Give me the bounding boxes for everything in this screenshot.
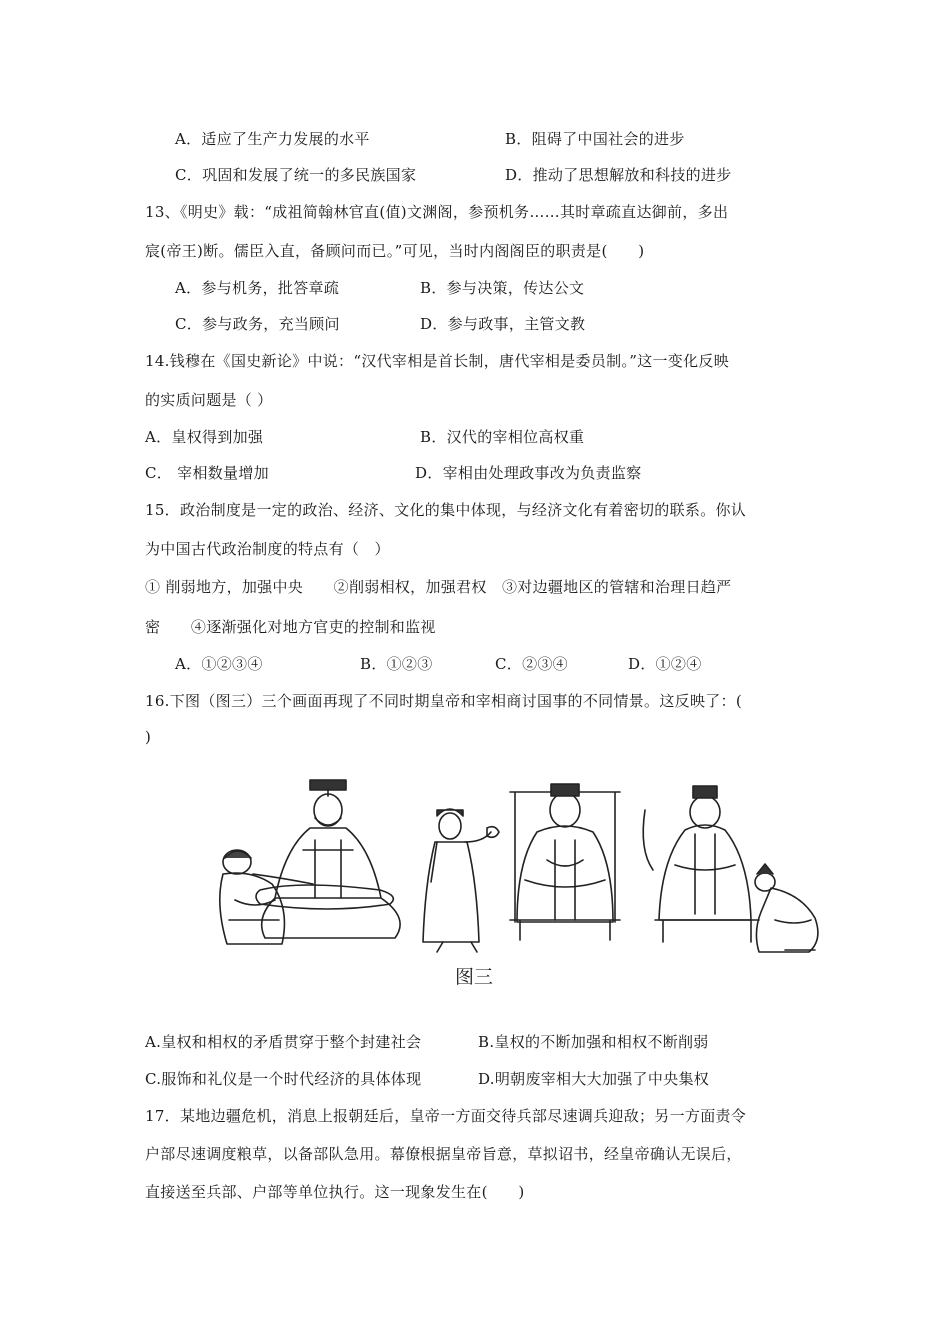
scene-tang-emperor — [423, 784, 620, 952]
q12-option-c: C．巩固和发展了统一的多民族国家 — [175, 166, 417, 184]
q14-stem-line2: 的实质问题是（ ） — [145, 391, 273, 409]
q15-stem-line3: ① 削弱地方，加强中央 ②削弱相权，加强君权 ③对边疆地区的管辖和治理日趋严 — [145, 578, 732, 596]
q13-option-b: B．参与决策，传达公文 — [420, 279, 585, 297]
q15-stem-line2: 为中国古代政治制度的特点有（ ） — [145, 540, 390, 558]
q15-option-b: B．①②③ — [360, 655, 433, 673]
figure-emperor-minister-scenes — [215, 770, 835, 965]
scene-qin-emperor — [220, 780, 400, 944]
q14-option-d: D．宰相由处理政事改为负责监察 — [415, 464, 642, 482]
q12-option-d: D．推动了思想解放和科技的进步 — [505, 166, 732, 184]
q14-option-a: A．皇权得到加强 — [145, 428, 264, 446]
q14-stem-line1: 14.钱穆在《国史新论》中说：“汉代宰相是首长制，唐代宰相是委员制。”这一变化反映 — [145, 352, 729, 370]
q17-stem-line2: 户部尽速调度粮草，以备部队急用。幕僚根据皇帝旨意，草拟诏书，经皇帝确认无误后， — [145, 1145, 742, 1163]
q16-option-d: D.明朝废宰相大大加强了中央集权 — [478, 1070, 710, 1088]
scene-ming-emperor — [643, 786, 818, 952]
q13-option-a: A．参与机务，批答章疏 — [175, 279, 340, 297]
q15-option-d: D．①②④ — [628, 655, 702, 673]
q15-option-a: A．①②③④ — [175, 655, 263, 673]
q17-stem-line1: 17．某地边疆危机，消息上报朝廷后，皇帝一方面交待兵部尽速调兵迎敌；另一方面责令 — [145, 1107, 747, 1125]
q13-stem-line1: 13、《明史》载：“成祖简翰林官直(值)文渊阁，参预机务……其时章疏直达御前，多出 — [145, 203, 729, 221]
q15-option-c: C．②③④ — [495, 655, 568, 673]
q13-option-c: C．参与政务，充当顾问 — [175, 315, 340, 333]
figure-caption: 图三 — [455, 966, 494, 988]
q14-option-c: C． 宰相数量增加 — [145, 464, 269, 482]
q15-stem-line1: 15．政治制度是一定的政治、经济、文化的集中体现，与经济文化有着密切的联系。你认 — [145, 501, 747, 519]
q12-option-a: A．适应了生产力发展的水平 — [175, 130, 370, 148]
q16-option-b: B.皇权的不断加强和相权不断削弱 — [478, 1033, 709, 1051]
q16-stem-line1: 16.下图（图三）三个画面再现了不同时期皇帝和宰相商讨国事的不同情景。这反映了：( — [145, 692, 743, 710]
q16-stem-line2: ) — [145, 728, 152, 746]
q12-option-b: B．阻碍了中国社会的进步 — [505, 130, 685, 148]
q14-option-b: B．汉代的宰相位高权重 — [420, 428, 585, 446]
q15-stem-line4: 密 ④逐渐强化对地方官吏的控制和监视 — [145, 618, 436, 636]
q13-option-d: D．参与政事，主管文教 — [420, 315, 586, 333]
q17-stem-line3: 直接送至兵部、户部等单位执行。这一现象发生在( ) — [145, 1183, 525, 1201]
q16-option-a: A.皇权和相权的矛盾贯穿于整个封建社会 — [145, 1033, 422, 1051]
q13-stem-line2: 宸(帝王)断。儒臣入直，备顾问而已。”可见，当时内阁阁臣的职责是( ) — [145, 242, 645, 260]
q16-option-c: C.服饰和礼仪是一个时代经济的具体体现 — [145, 1070, 422, 1088]
